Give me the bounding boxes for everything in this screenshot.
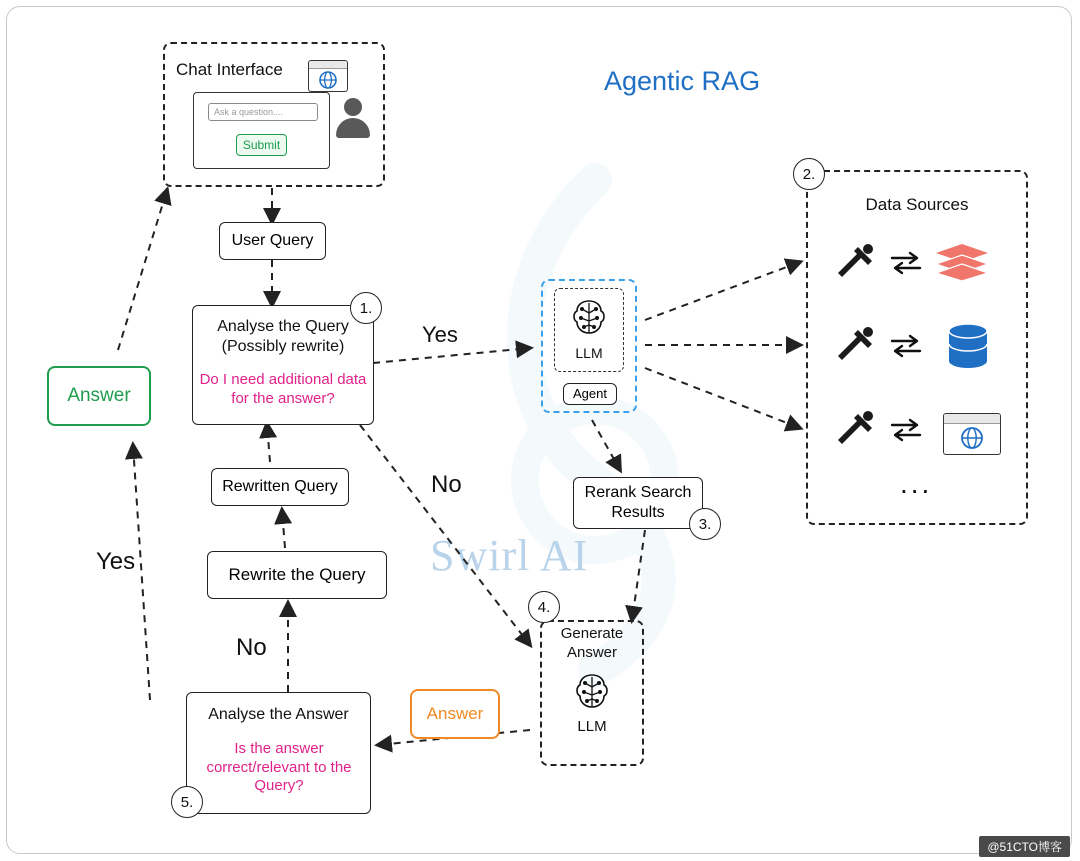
rewrite-query-label: Rewrite the Query — [228, 565, 366, 585]
exchange-arrows-icon — [888, 417, 924, 443]
analyse-query-question: Do I need additional data for the answer? — [199, 371, 367, 407]
analyse-query-line2: (Possibly rewrite) — [221, 338, 345, 355]
generate-answer-line2: Answer — [566, 644, 618, 661]
answer-orange-badge — [410, 689, 500, 739]
tools-hammer-wrench-icon — [834, 326, 876, 362]
analyse-query-line1: Analyse the Query — [217, 318, 349, 335]
web-browser-icon — [943, 413, 1001, 455]
brain-icon-generate — [569, 668, 615, 714]
answer-green-label: Answer — [67, 385, 131, 407]
rerank-label: Rerank Search Results — [584, 484, 692, 521]
user-avatar-icon — [344, 98, 362, 116]
edge-label-no-rewrite: No — [236, 634, 267, 661]
exchange-arrows-icon — [888, 250, 924, 276]
analyse-answer-question: Is the answer correct/relevant to the Query? — [206, 739, 352, 795]
rewritten-query-node — [211, 468, 349, 506]
user-query-label: User Query — [231, 232, 314, 249]
watermark-text: Swirl AI — [430, 531, 589, 580]
answer-orange-label: Answer — [426, 704, 484, 724]
edge-label-no-generate: No — [431, 471, 462, 498]
edge-label-yes-chat: Yes — [96, 548, 136, 575]
answer-green-badge — [47, 366, 151, 426]
chat-submit-button[interactable]: Submit — [236, 134, 287, 156]
tools-hammer-wrench-icon — [834, 243, 876, 279]
analyse-answer-title: Analyse the Answer — [208, 706, 349, 723]
step-5-badge: 5. — [171, 786, 203, 818]
tools-hammer-wrench-icon — [834, 410, 876, 446]
chat-interface-title: Chat Interface — [176, 60, 283, 79]
rerank-node — [573, 477, 703, 529]
analyse-query-title — [192, 315, 374, 359]
rewritten-query-label: Rewritten Query — [222, 478, 338, 495]
agent-label-box — [563, 383, 617, 405]
watermark-badge: @51CTO博客 — [979, 836, 1070, 857]
exchange-arrows-icon — [888, 333, 924, 359]
data-sources-more: ... — [900, 468, 933, 499]
edge-label-yes-agent: Yes — [422, 322, 458, 347]
chat-question-input[interactable]: Ask a question.... — [208, 103, 318, 121]
step-4-badge: 4. — [528, 591, 560, 623]
brain-icon — [566, 294, 612, 340]
step-3-badge: 3. — [689, 508, 721, 540]
page-title: Agentic RAG — [604, 66, 761, 96]
generate-llm-label: LLM — [577, 717, 607, 735]
data-sources-title: Data Sources — [865, 195, 969, 215]
data-layers-icon — [934, 242, 990, 282]
generate-answer-title — [540, 624, 644, 664]
agent-llm-label: LLM — [575, 345, 603, 362]
user-query-node — [219, 222, 326, 260]
generate-answer-line1: Generate — [560, 625, 624, 643]
globe-browser-icon — [308, 60, 348, 92]
step-1-badge: 1. — [350, 292, 382, 324]
database-icon — [944, 322, 992, 370]
step-2-badge: 2. — [793, 158, 825, 190]
agent-label: Agent — [573, 385, 607, 401]
rewrite-query-node — [207, 551, 387, 599]
